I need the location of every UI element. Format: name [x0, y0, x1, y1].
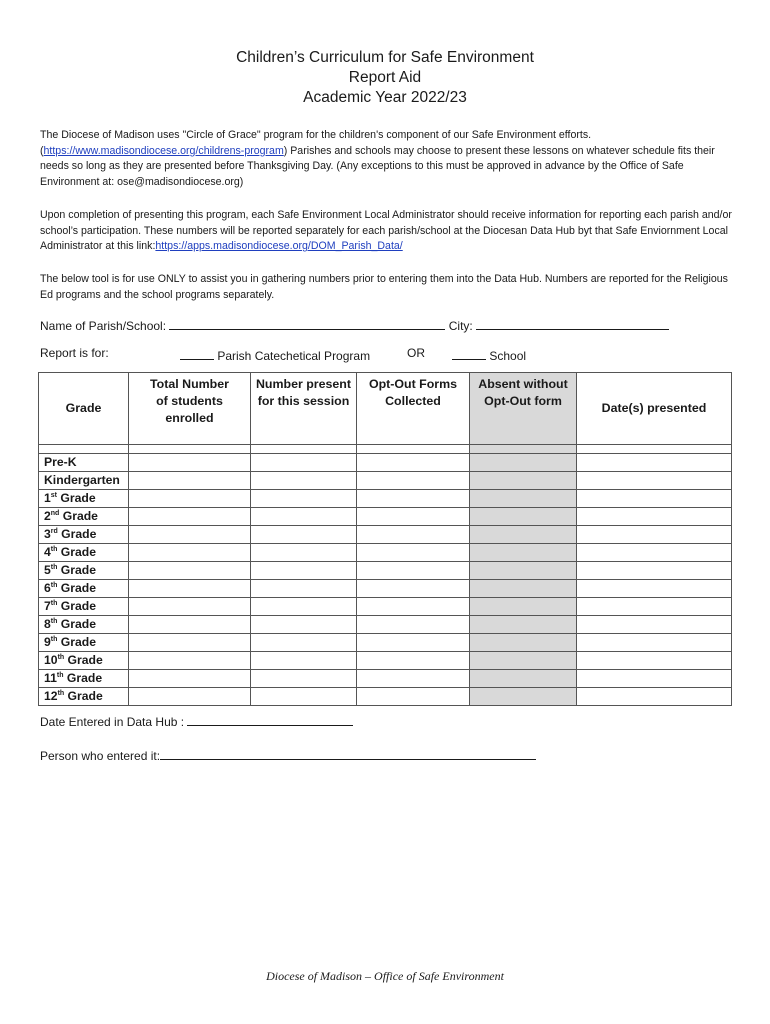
opt-out-cell[interactable]	[357, 688, 470, 706]
parish-option	[180, 346, 370, 363]
total-enrolled-cell[interactable]	[129, 508, 251, 526]
opt-out-cell[interactable]	[357, 508, 470, 526]
school-checkfield[interactable]	[452, 346, 486, 360]
opt-out-cell[interactable]	[357, 598, 470, 616]
total-enrolled-cell[interactable]	[129, 562, 251, 580]
number-present-cell[interactable]	[251, 580, 357, 598]
header-opt-out-forms: Opt-Out Forms Collected	[357, 373, 470, 445]
parish-option-label: Parish Catechetical Program	[217, 349, 371, 363]
intro-text: The Diocese of Madison uses "Circle of Grace" program for the children's component of our Safe Environment efforts.	[40, 129, 592, 141]
grade-label: 4th Grade	[39, 544, 129, 562]
date-entered-field[interactable]	[187, 712, 353, 726]
city-field[interactable]	[476, 316, 669, 330]
page-footer: Diocese of Madison – Office of Safe Environment	[266, 969, 504, 983]
absent-cell[interactable]	[470, 508, 577, 526]
parish-city-row	[40, 316, 669, 333]
number-present-cell[interactable]	[251, 544, 357, 562]
grade-label: 11th Grade	[39, 670, 129, 688]
opt-out-cell[interactable]	[357, 634, 470, 652]
absent-cell[interactable]	[470, 580, 577, 598]
number-present-cell[interactable]	[251, 598, 357, 616]
absent-cell[interactable]	[470, 616, 577, 634]
number-present-cell[interactable]	[251, 472, 357, 490]
absent-cell[interactable]	[470, 670, 577, 688]
table-row	[39, 562, 732, 580]
dates-presented-cell[interactable]	[577, 670, 732, 688]
date-entered-label: Date Entered in Data Hub :	[40, 715, 185, 729]
dates-presented-cell[interactable]	[577, 562, 732, 580]
table-row	[39, 580, 732, 598]
number-present-cell[interactable]	[251, 526, 357, 544]
opt-out-cell[interactable]	[357, 580, 470, 598]
grade-label: 1st Grade	[39, 490, 129, 508]
data-hub-link[interactable]: https://apps.madisondiocese.org/DOM_Parish_Data/	[155, 240, 403, 253]
absent-cell[interactable]	[470, 688, 577, 706]
total-enrolled-cell[interactable]	[129, 652, 251, 670]
grade-label: 2nd Grade	[39, 508, 129, 526]
title-line-3: Academic Year 2022/23	[303, 89, 467, 106]
number-present-cell[interactable]	[251, 616, 357, 634]
number-present-cell[interactable]	[251, 508, 357, 526]
table-row	[39, 634, 732, 652]
table-row	[39, 616, 732, 634]
table-row	[39, 598, 732, 616]
table-row	[39, 670, 732, 688]
report-table	[38, 372, 732, 706]
opt-out-cell[interactable]	[357, 670, 470, 688]
total-enrolled-cell[interactable]	[129, 670, 251, 688]
grade-label: 6th Grade	[39, 580, 129, 598]
person-entered-row	[40, 746, 536, 763]
report-label: Report is for:	[40, 346, 109, 360]
grade-label: 12th Grade	[39, 688, 129, 706]
total-enrolled-cell[interactable]	[129, 598, 251, 616]
intro-paragraph-3: The below tool is for use ONLY to assist you in gathering numbers prior to entering them into the Data Hub. Numbers are reported for the Religious Ed programs and the school programs separately.	[40, 273, 728, 301]
absent-cell[interactable]	[470, 544, 577, 562]
table-row	[39, 688, 732, 706]
opt-out-cell[interactable]	[357, 616, 470, 634]
parish-program-checkfield[interactable]	[180, 346, 214, 360]
title-line-1: Children’s Curriculum for Safe Environment	[236, 49, 534, 66]
opt-out-cell[interactable]	[357, 472, 470, 490]
number-present-cell[interactable]	[251, 652, 357, 670]
table-row	[39, 490, 732, 508]
grade-label: Kindergarten	[39, 472, 129, 490]
grade-label: Pre-K	[39, 454, 129, 472]
reporting-text: Upon completion of presenting this program, each Safe Environment Local Administrator should receive information for reporting each parish and/or school’s participation. These numbers will be reported separately for each parish/school at the Diocesan Data Hub byt that Safe Enviornment Local Administrator at this link:	[40, 209, 732, 253]
total-enrolled-cell[interactable]	[129, 634, 251, 652]
number-present-cell[interactable]	[251, 634, 357, 652]
childrens-program-link[interactable]: https://www.madisondiocese.org/childrens-program	[43, 144, 284, 157]
opt-out-cell[interactable]	[357, 562, 470, 580]
opt-out-cell[interactable]	[357, 544, 470, 562]
absent-cell[interactable]	[470, 562, 577, 580]
person-entered-field[interactable]	[160, 746, 536, 760]
intro-paragraph-2	[40, 208, 732, 255]
grade-label: 3rd Grade	[39, 526, 129, 544]
dates-presented-cell[interactable]	[577, 688, 732, 706]
header-dates-presented: Date(s) presented	[577, 373, 732, 445]
number-present-cell[interactable]	[251, 490, 357, 508]
total-enrolled-cell[interactable]	[129, 544, 251, 562]
school-option-label: School	[489, 349, 527, 363]
total-enrolled-cell[interactable]	[129, 526, 251, 544]
table-row	[39, 544, 732, 562]
dates-presented-cell[interactable]	[577, 652, 732, 670]
opt-out-cell[interactable]	[357, 454, 470, 472]
grade-label: 7th Grade	[39, 598, 129, 616]
opt-out-cell[interactable]	[357, 652, 470, 670]
school-option	[452, 346, 526, 363]
dates-presented-cell[interactable]	[577, 544, 732, 562]
dates-presented-cell[interactable]	[577, 580, 732, 598]
table-row	[39, 472, 732, 490]
absent-cell[interactable]	[470, 526, 577, 544]
parish-name-field[interactable]	[169, 316, 445, 330]
dates-presented-cell[interactable]	[577, 490, 732, 508]
or-text: OR	[407, 346, 425, 360]
person-label: Person who entered it:	[40, 749, 161, 763]
dates-presented-cell[interactable]	[577, 508, 732, 526]
intro-text-cont: ) Parishes and schools may choose to present these lessons on whatever schedule fits their needs so long as they are presented before Thanksgiving Day. (Any exceptions to this must be approved in advance by the Office of Safe Environment at: ose@madisondiocese.org)	[40, 144, 715, 188]
grade-label: 8th Grade	[39, 616, 129, 634]
header-total-enrolled: Total Number of students enrolled	[129, 373, 251, 445]
header-number-present: Number present for this session	[251, 373, 357, 445]
absent-cell[interactable]	[470, 652, 577, 670]
parish-label: Name of Parish/School:	[40, 319, 167, 333]
absent-cell[interactable]	[470, 634, 577, 652]
header-grade: Grade	[39, 373, 129, 445]
grade-label: 9th Grade	[39, 634, 129, 652]
dates-presented-cell[interactable]	[577, 526, 732, 544]
dates-presented-cell[interactable]	[577, 634, 732, 652]
table-row	[39, 652, 732, 670]
total-enrolled-cell[interactable]	[129, 580, 251, 598]
grade-label: 5th Grade	[39, 562, 129, 580]
document-title	[0, 48, 770, 108]
grade-label: 10th Grade	[39, 652, 129, 670]
number-present-cell[interactable]	[251, 454, 357, 472]
absent-cell[interactable]	[470, 598, 577, 616]
header-absent-without-opt-out: Absent without Opt-Out form	[470, 373, 577, 445]
paren: (	[40, 144, 44, 157]
city-label: City:	[448, 319, 473, 333]
spacer-row	[39, 445, 732, 454]
total-enrolled-cell[interactable]	[129, 454, 251, 472]
total-enrolled-cell[interactable]	[129, 688, 251, 706]
absent-cell[interactable]	[470, 490, 577, 508]
number-present-cell[interactable]	[251, 688, 357, 706]
dates-presented-cell[interactable]	[577, 616, 732, 634]
intro-paragraph-1	[40, 128, 732, 190]
dates-presented-cell[interactable]	[577, 454, 732, 472]
total-enrolled-cell[interactable]	[129, 490, 251, 508]
table-row	[39, 508, 732, 526]
absent-cell[interactable]	[470, 454, 577, 472]
opt-out-cell[interactable]	[357, 490, 470, 508]
title-line-2: Report Aid	[348, 69, 422, 86]
number-present-cell[interactable]	[251, 562, 357, 580]
table-header-row	[39, 373, 732, 445]
total-enrolled-cell[interactable]	[129, 472, 251, 490]
date-entered-row	[40, 712, 353, 729]
opt-out-cell[interactable]	[357, 526, 470, 544]
absent-cell[interactable]	[470, 472, 577, 490]
total-enrolled-cell[interactable]	[129, 616, 251, 634]
table-row	[39, 526, 732, 544]
table-row	[39, 454, 732, 472]
dates-presented-cell[interactable]	[577, 472, 732, 490]
number-present-cell[interactable]	[251, 670, 357, 688]
dates-presented-cell[interactable]	[577, 598, 732, 616]
